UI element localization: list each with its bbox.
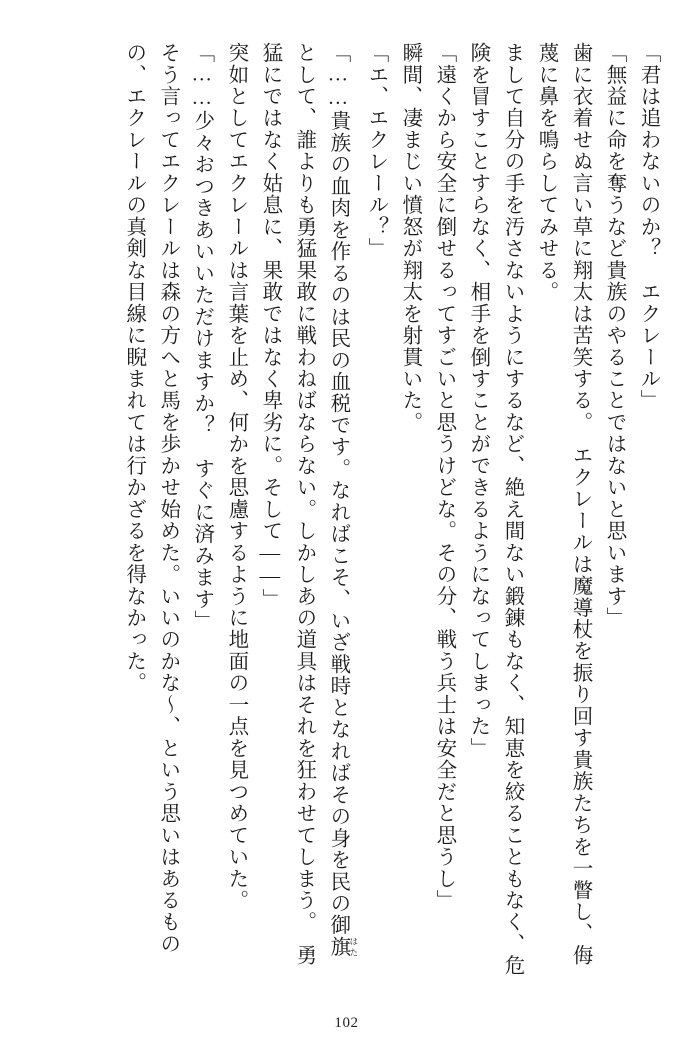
paragraph-1: 「君は追わないのか？ エクレール」 [637,42,659,412]
paragraph-9: 突如としてエクレールは言葉を止め、何かを思慮するように地面の一点を見つめていた。 [224,42,247,912]
paragraph-4: まして自分の手を汚さないようにするなど、絶え間ない鍛錬もなく、知恵を絞ることもなく、危険を冒すことすらなく、相手を倒すことができるようになってしまった」 [466,42,523,977]
paragraph-6: 瞬間、凄まじい憤怒が翔太を射貫いた。 [398,42,421,434]
paragraph-3: 歯に衣着せぬ言い草に翔太は苦笑する。 エクレールは魔導杖を振り回す貴族たちを一瞥し、侮蔑に鼻を鳴らしてみせる。 [534,42,591,967]
paragraph-11: そう言ってエクレールは森の方へと馬を歩かせ始めた。いいのかな～、という思いはあるものの、エクレールの真剣な目線に睨まれては行かざるを得なかった。 [122,42,179,955]
paragraph-7: 「エ、エクレール？」 [364,42,387,260]
paragraph-8: 「……貴族の血肉を作るのは民の血税です。なればこそ、いざ戦時となればその身を民の御旗 はたとして、誰よりも勇猛果敢に戦わねばならない。しかしあの道具はそれを狂わせてしまう。 勇猛にではなく姑息に、果敢ではなく卑劣に。そして――」 [258,42,359,967]
paragraph-10: 「……少々おつきあいいただけますか？ すぐに済みます」 [190,42,213,632]
vertical-text-body [28,42,665,977]
paragraph-5: 「遠くから安全に倒せるってすごいと思うけどな。その分、戦う兵士は安全だと思うし」 [432,42,455,912]
ruby-hata: 旗 はた [326,935,359,958]
paragraph-2: 「無益に命を奪うなど貴族のやることではないと思います」 [602,42,625,629]
page-number: 102 [334,1015,359,1031]
